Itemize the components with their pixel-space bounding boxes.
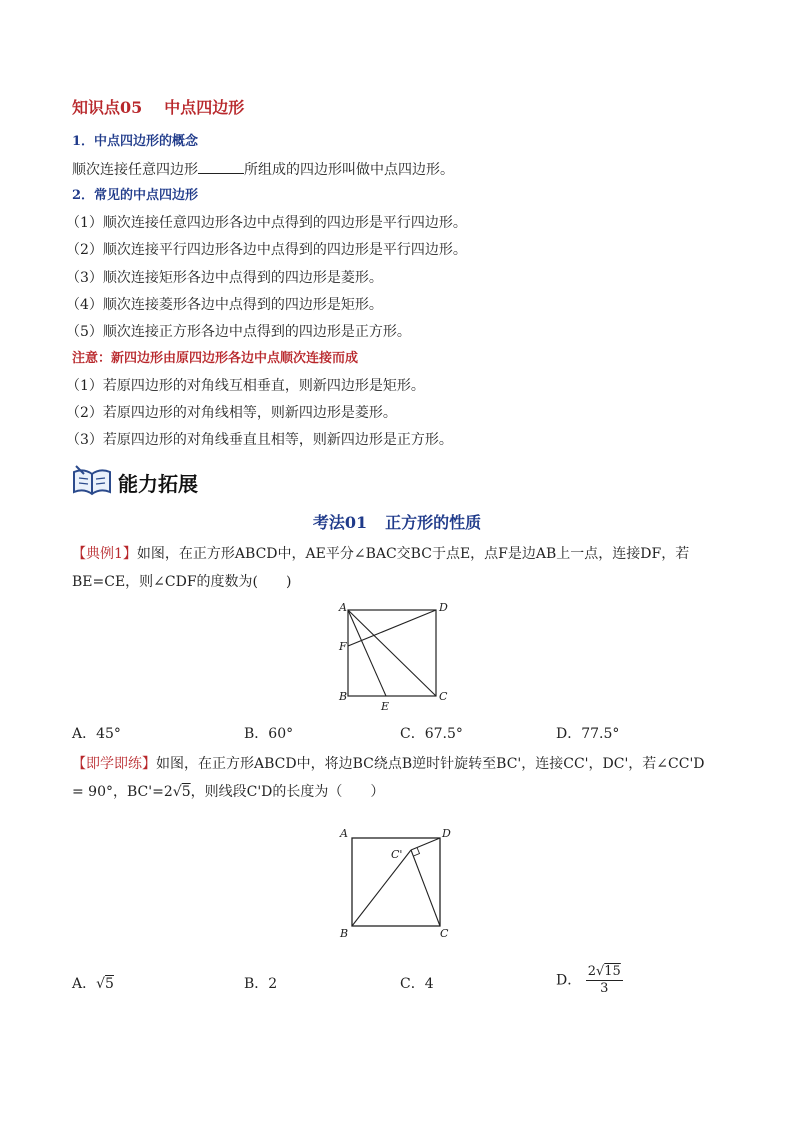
method-name: 正方形的性质	[385, 513, 482, 532]
practice-line2	[72, 782, 384, 802]
knowledge-point-name: 中点四边形	[164, 98, 245, 117]
point-c-label: C	[439, 690, 448, 703]
option-prefix: A．	[72, 976, 97, 992]
practice-line1	[72, 754, 705, 774]
concept-text-part-a: 顺次连接任意四边形	[72, 162, 198, 178]
practice-label: 【即学即练】	[72, 756, 156, 772]
practice-option-c[interactable]: C．4	[400, 976, 434, 992]
radicand: 5	[105, 976, 114, 992]
practice-option-a[interactable]	[72, 974, 114, 994]
example1-option-d[interactable]: D．77.5°	[556, 726, 620, 742]
point-b-label: B	[339, 690, 348, 703]
example1-option-c[interactable]: C．67.5°	[400, 726, 463, 742]
common-item: （4）顺次连接菱形各边中点得到的四边形是矩形。	[66, 297, 383, 313]
example1-figure	[334, 600, 454, 715]
note-item: （2）若原四边形的对角线相等，则新四边形是菱形。	[66, 405, 397, 421]
point-b-label: B	[340, 927, 349, 940]
common-heading: 2．常见的中点四边形	[72, 188, 199, 203]
practice-option-d[interactable]	[556, 964, 623, 997]
point-a-label: A	[339, 601, 347, 614]
concept-text-part-b: 所组成的四边形叫做中点四边形。	[244, 162, 454, 178]
fraction-denominator: 3	[600, 981, 609, 996]
example1-text: 如图，在正方形ABCD中，AE平分∠BAC交BC于点E，点F是边AB上一点，连接DF，若	[136, 546, 690, 562]
point-c-label: C	[440, 927, 449, 940]
point-e-label: E	[381, 700, 390, 713]
point-f-label: F	[339, 640, 347, 653]
example1-line1	[72, 544, 689, 564]
point-d-label: D	[439, 601, 448, 614]
note-heading: 注意：新四边形由原四边形各边中点顺次连接而成	[72, 351, 359, 366]
radicand: 15	[604, 964, 621, 979]
note-item: （1）若原四边形的对角线互相垂直，则新四边形是矩形。	[66, 378, 425, 394]
concept-text	[72, 159, 454, 180]
method-title	[0, 510, 794, 533]
point-a-label: A	[340, 827, 348, 840]
fill-blank	[198, 159, 244, 174]
example1-option-b[interactable]: B．60°	[244, 726, 294, 742]
example1-label: 【典例1】	[72, 546, 137, 562]
practice-option-b[interactable]: B．2	[244, 976, 278, 992]
common-item: （2）顺次连接平行四边形各边中点得到的四边形是平行四边形。	[66, 242, 467, 258]
point-c-prime-label: C'	[391, 848, 403, 861]
practice-text-b: ，则线段C'D的长度为（ ）	[190, 784, 385, 800]
practice-text: 如图，在正方形ABCD中，将边BC绕点B逆时针旋转至BC'，连接CC'，DC'，若∠CC'D	[156, 756, 705, 772]
note-item: （3）若原四边形的对角线垂直且相等，则新四边形是正方形。	[66, 432, 453, 448]
knowledge-point-number: 知识点05	[72, 98, 143, 117]
radical-coefficient: 2	[587, 964, 596, 979]
point-d-label: D	[442, 827, 451, 840]
open-book-icon	[70, 462, 114, 498]
fraction	[586, 964, 623, 997]
option-prefix: D．	[556, 972, 582, 989]
common-item: （1）顺次连接任意四边形各边中点得到的四边形是平行四边形。	[66, 215, 467, 231]
radical-sign: √	[172, 784, 182, 800]
common-item: （3）顺次连接矩形各边中点得到的四边形是菱形。	[66, 270, 383, 286]
practice-text-a: = 90°，BC'=	[72, 784, 164, 800]
method-number: 考法01	[312, 513, 368, 532]
radical-coefficient: 2	[163, 784, 173, 800]
fraction-numerator: 2√15	[587, 964, 621, 979]
example1-line2: BE=CE，则∠CDF的度数为( )	[72, 574, 292, 590]
practice-figure	[334, 820, 464, 945]
common-item: （5）顺次连接正方形各边中点得到的四边形是正方形。	[66, 324, 411, 340]
example1-option-a[interactable]: A．45°	[72, 726, 121, 742]
radicand: 5	[181, 784, 191, 800]
ability-title: 能力拓展	[118, 472, 198, 496]
concept-heading: 1．中点四边形的概念	[72, 134, 199, 149]
radical-sign: √	[96, 976, 106, 992]
knowledge-point-title	[72, 98, 244, 118]
